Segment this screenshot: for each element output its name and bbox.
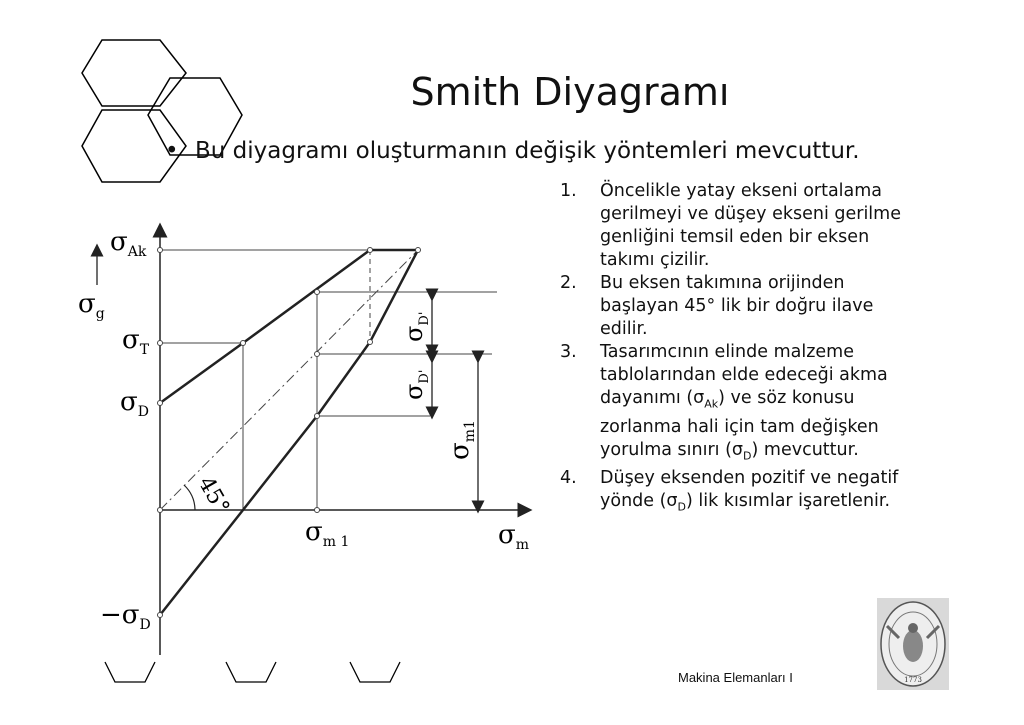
step-number: 4. bbox=[560, 468, 577, 488]
point bbox=[315, 508, 320, 513]
point bbox=[416, 248, 421, 253]
point bbox=[368, 340, 373, 345]
step-text: Tasarımcının elinde malzeme tablolarından elde edeceği akma dayanımı $(\sigma_{Ak})$ ve söz konusu zorlanma hali için tam değişken yorulma sınırı $(\sigma_D)$ mevcuttur. bbox=[600, 342, 888, 462]
step-number: 3. bbox=[560, 342, 577, 362]
label-sigma-ak: $\sigma_{Ak}$ bbox=[110, 227, 147, 260]
label-sigma-g: $\sigma_g$ bbox=[78, 289, 105, 322]
hexagon-decoration bbox=[70, 30, 310, 230]
point bbox=[315, 352, 320, 357]
step-number: 1. bbox=[560, 181, 577, 201]
trapezoid-1 bbox=[105, 662, 155, 682]
label-angle-45: 45° bbox=[192, 472, 234, 519]
point bbox=[315, 290, 320, 295]
label-sigma-m: $\sigma_m$ bbox=[498, 520, 530, 553]
label-sigma-t: $\sigma_T$ bbox=[122, 325, 150, 358]
step-item bbox=[560, 341, 920, 467]
step-text: Düşey eksenden pozitif ve negatif yönde $(\sigma_D)$ lik kısımlar işaretlenir. bbox=[600, 468, 899, 514]
svg-text:1773: 1773 bbox=[904, 676, 922, 684]
steps-list bbox=[560, 180, 920, 519]
point bbox=[158, 508, 163, 513]
label-sigma-dprime-lower: $\sigma_{D'}$ bbox=[400, 369, 432, 400]
point bbox=[158, 248, 163, 253]
bullet-dot: • bbox=[165, 138, 179, 164]
step-item bbox=[560, 467, 920, 519]
label-sigma-m1-vertical: $\sigma_{m1}$ bbox=[445, 420, 478, 460]
label-sigma-m1: $\sigma_{m 1}$ bbox=[305, 517, 350, 550]
university-seal-icon bbox=[877, 598, 949, 690]
label-sigma-dprime-upper: $\sigma_{D'}$ bbox=[400, 311, 432, 342]
point bbox=[368, 248, 373, 253]
point bbox=[158, 613, 163, 618]
bullet-text: Bu diyagramı oluşturmanın değişik yöntemleri mevcuttur. bbox=[195, 138, 860, 164]
smith-diagram bbox=[70, 220, 620, 670]
diagram-points bbox=[158, 248, 421, 618]
hexagon-top bbox=[82, 40, 186, 106]
step-item bbox=[560, 180, 920, 272]
point bbox=[158, 401, 163, 406]
lower-boundary bbox=[160, 250, 418, 615]
45-degree-line bbox=[160, 250, 418, 510]
point bbox=[315, 414, 320, 419]
bullet-line bbox=[165, 138, 860, 164]
slide-title: Smith Diyagramı bbox=[410, 70, 730, 114]
step-number: 2. bbox=[560, 273, 577, 293]
point bbox=[241, 341, 246, 346]
bottom-decoration bbox=[100, 660, 440, 690]
point bbox=[158, 341, 163, 346]
step-text: Bu eksen takımına orijinden başlayan 45° lik bir doğru ilave edilir. bbox=[600, 273, 874, 339]
step-text: Öncelikle yatay ekseni ortalama gerilmeyi ve düşey ekseni gerilme genliğini temsil eden bir eksen takımı çizilir. bbox=[600, 181, 901, 270]
trapezoid-2 bbox=[226, 662, 276, 682]
trapezoid-3 bbox=[350, 662, 400, 682]
footer-text: Makina Elemanları I bbox=[678, 670, 793, 685]
step-item bbox=[560, 272, 920, 341]
label-sigma-d: $\sigma_D$ bbox=[120, 387, 149, 420]
angle-arc bbox=[184, 485, 195, 510]
label-minus-sigma-d: $-\sigma_D$ bbox=[100, 600, 151, 633]
